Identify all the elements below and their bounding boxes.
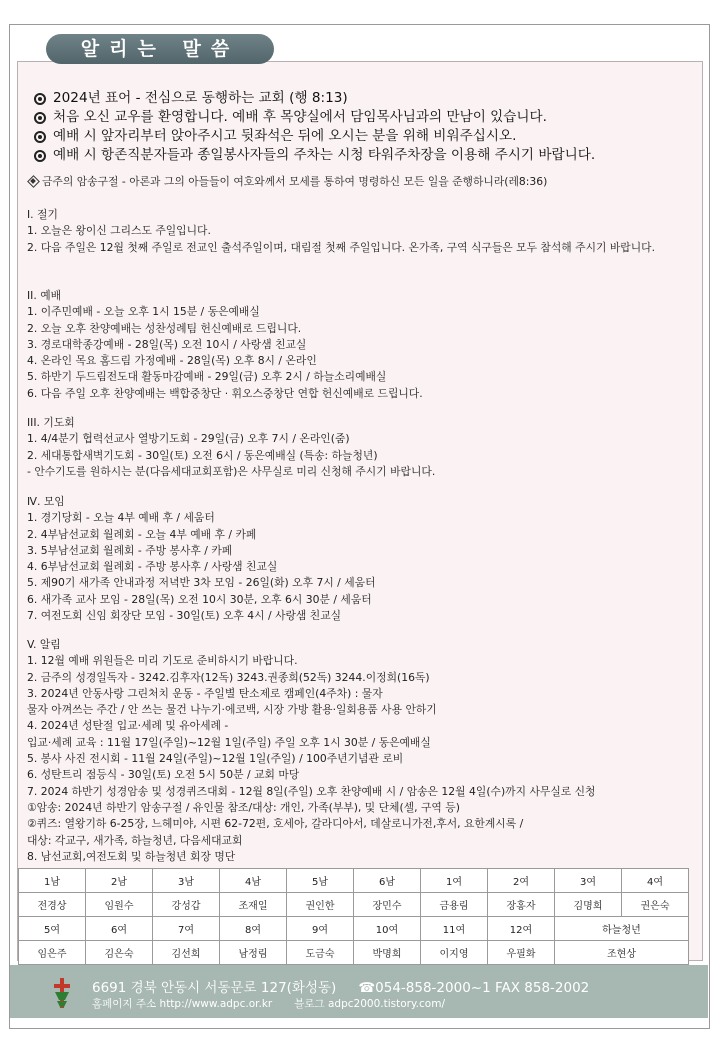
circle-bullet-icon (34, 112, 46, 124)
list-item: 6. 새가족 교사 모임 - 28일(목) 오전 10시 30분, 오후 6시 30분 / 세움터 (27, 592, 372, 606)
leaders-table (18, 868, 689, 965)
table-cell: 임원수 (86, 893, 153, 917)
table-cell: 8여 (220, 917, 287, 941)
table-row (19, 941, 689, 965)
list-item: 4. 2024년 성탄절 입교·세례 및 유아세례 - (27, 719, 229, 733)
list-item: 입교·세례 교육 : 11월 17일(주일)~12월 1일(주일) 주일 오후 1시 30분 / 동은예배실 (27, 735, 431, 749)
list-item: 2. 세대통합새벽기도회 - 30일(토) 오전 6시 / 동은예배실 (특송: 하늘청년) (27, 448, 378, 462)
table-cell: 6여 (86, 917, 153, 941)
memory-verse: 금주의 암송구절 - 아론과 그의 아들들이 여호와께서 모세를 통하여 명령하신 모든 일을 준행하니라(레8:36) (28, 174, 547, 189)
table-cell: 권인한 (287, 893, 354, 917)
list-item: 1. 4/4분기 협력선교사 열방기도회 - 29일(금) 오후 7시 / 온라인(줌) (27, 432, 350, 446)
table-cell: 남정림 (220, 941, 287, 965)
section-heading: III. 기도회 (27, 416, 75, 429)
list-item: 1. 12월 예배 위원들은 미리 기도로 준비하시기 바랍니다. (27, 654, 298, 668)
table-cell: 장홍자 (488, 893, 555, 917)
table-cell: 우필화 (488, 941, 555, 965)
table-cell: 3남 (153, 869, 220, 893)
section-heading: II. 예배 (27, 289, 62, 302)
headline-item: 2024년 표어 - 전심으로 동행하는 교회 (행 8:13) (34, 89, 694, 108)
section-heading: Ⅳ. 모임 (27, 495, 65, 508)
table-cell: 1남 (19, 869, 86, 893)
list-item: 2. 오늘 오후 찬양예배는 성찬성례팀 헌신예배로 드립니다. (27, 321, 302, 335)
table-cell: 1여 (421, 869, 488, 893)
table-cell: 하늘청년 (555, 917, 689, 941)
table-cell: 3여 (555, 869, 622, 893)
list-item: 대상: 각교구, 새가족, 하늘청년, 다음세대교회 (27, 833, 243, 847)
table-cell: 5남 (287, 869, 354, 893)
table-cell: 11여 (421, 917, 488, 941)
list-item: 3. 경로대학종강예배 - 28일(목) 오전 10시 / 사랑샘 친교실 (27, 337, 307, 351)
list-item: 3. 5부남선교회 월례회 - 주방 봉사후 / 카페 (27, 543, 233, 557)
section-notices (27, 637, 595, 865)
list-item: 물자 아껴쓰는 주간 / 안 쓰는 물건 나누기·에코백, 시장 가방 활용·일회용품 사용 안하기 (27, 703, 437, 717)
table-cell: 강성갑 (153, 893, 220, 917)
table-cell: 박명희 (354, 941, 421, 965)
table-cell: 이지영 (421, 941, 488, 965)
list-item: 1. 경기당회 - 오늘 4부 예배 후 / 세움터 (27, 511, 215, 525)
diamond-bullet-icon (28, 176, 38, 186)
table-cell: 김선희 (153, 941, 220, 965)
circle-bullet-icon (34, 150, 46, 162)
list-item: 2. 4부남선교회 월례회 - 오늘 4부 예배 후 / 카페 (27, 527, 257, 541)
list-item: 5. 제90기 새가족 안내과정 저녁반 3차 모임 - 26일(화) 오후 7시 / 세움터 (27, 576, 376, 590)
church-address: 6691 경북 안동시 서동문로 127(화성동) (92, 980, 337, 996)
circle-bullet-icon (34, 131, 46, 143)
footer-address-line (92, 976, 589, 996)
table-cell: 9여 (287, 917, 354, 941)
table-cell: 금용림 (421, 893, 488, 917)
list-item: 2. 금주의 성경일독자 - 3242.김후자(12독) 3243.권종희(52독) 3244.이정희(16독) (27, 670, 430, 684)
table-cell: 2여 (488, 869, 555, 893)
list-item: 1. 오늘은 왕이신 그리스도 주일입니다. (27, 224, 211, 238)
section-prayer (27, 415, 435, 480)
table-cell: 7여 (153, 917, 220, 941)
table-cell: 임은주 (19, 941, 86, 965)
blog-link[interactable]: 블로그 adpc2000.tistory.com/ (294, 998, 445, 1010)
list-item: 6. 성탄트리 점등식 - 30일(토) 오전 5시 50분 / 교회 마당 (27, 768, 300, 782)
table-cell: 12여 (488, 917, 555, 941)
list-item: 2. 다음 주일은 12월 첫째 주일로 전교인 출석주일이며, 대림절 첫째 주일입니다. 온가족, 구역 식구들은 모두 참석해 주시기 바랍니다. (27, 240, 656, 254)
section-seasons (27, 207, 667, 256)
table-cell: 4남 (220, 869, 287, 893)
headline-item: 예배 시 항존직분자들과 종일봉사자들의 주차는 시청 타워주차장을 이용해 주시기 바랍니다. (34, 146, 694, 165)
church-cross-logo-icon (51, 976, 73, 1010)
table-cell: 장민수 (354, 893, 421, 917)
circle-bullet-icon (34, 93, 46, 105)
list-item: 7. 2024 하반기 성경암송 및 성경퀴즈대회 - 12월 8일(주일) 오후 찬양예배 시 / 암송은 12월 4일(수)까지 사무실로 신청 (27, 784, 596, 798)
table-row (19, 869, 689, 893)
list-item: 5. 하반기 두드림전도대 활동마감예배 - 29일(금) 오후 2시 / 하늘소리예배실 (27, 370, 387, 384)
list-item: 5. 봉사 사진 전시회 - 11월 24일(주일)~12월 1일(주일) / 100주년기념관 로비 (27, 752, 404, 766)
list-item: 6. 다음 주일 오후 찬양예배는 백합중창단 · 휘오스중창단 연합 헌신예배로 드립니다. (27, 386, 423, 400)
table-cell: 도금숙 (287, 941, 354, 965)
section-meetings (27, 494, 376, 624)
table-cell: 10여 (354, 917, 421, 941)
headline-item: 처음 오신 교우를 환영합니다. 예배 후 목양실에서 담임목사님과의 만남이 있습니다. (34, 108, 694, 127)
list-item: 1. 이주민예배 - 오늘 오후 1시 15분 / 동은예배실 (27, 305, 260, 319)
headline-list (34, 89, 694, 165)
footer-web-line (92, 996, 445, 1011)
section-worship (27, 288, 423, 402)
homepage-link[interactable]: 홈페이지 주소 http://www.adpc.or.kr (92, 998, 273, 1010)
list-item: - 안수기도를 원하시는 분(다음세대교회포함)은 사무실로 미리 신청해 주시기 바랍니다. (27, 464, 436, 478)
section-heading: V. 알림 (27, 638, 61, 651)
table-cell: 김명희 (555, 893, 622, 917)
table-cell: 조재일 (220, 893, 287, 917)
table-cell: 김은숙 (86, 941, 153, 965)
table-cell: 5여 (19, 917, 86, 941)
table-cell: 4여 (622, 869, 689, 893)
list-item: 3. 2024년 안동사랑 그린처치 운동 - 주일별 탄소제로 캠페인(4주차) : 물자 (27, 686, 383, 700)
headline-item: 예배 시 앞자리부터 앉아주시고 뒷좌석은 뒤에 오시는 분을 위해 비워주십시오. (34, 127, 694, 146)
page-title: 알리는 말씀 (46, 34, 274, 64)
list-item: 7. 여전도회 신임 회장단 모임 - 30일(토) 오후 4시 / 사랑샘 친교실 (27, 609, 342, 623)
list-item: ①암송: 2024년 하반기 암송구절 / 유인물 참조/대상: 개인, 가족(부부), 및 단체(셀, 구역 등) (27, 800, 460, 814)
list-item: 8. 남선교회,여전도회 및 하늘청년 회장 명단 (27, 849, 236, 863)
list-item: 4. 6부남선교회 월례회 - 주방 봉사후 / 사랑샘 친교실 (27, 560, 278, 574)
table-cell: 6남 (354, 869, 421, 893)
list-item: ②퀴즈: 열왕기하 6-25장, 느헤미야, 시편 62-72편, 호세아, 갈라디아서, 데살로니가전,후서, 요한계시록 / (27, 817, 524, 831)
list-item: 4. 온라인 목요 홈드림 가정예배 - 28일(목) 오후 8시 / 온라인 (27, 354, 317, 368)
section-heading: I. 절기 (27, 208, 58, 221)
table-cell: 전경상 (19, 893, 86, 917)
table-row (19, 893, 689, 917)
table-cell: 권은숙 (622, 893, 689, 917)
table-row (19, 917, 689, 941)
table-cell: 2남 (86, 869, 153, 893)
table-cell: 조현상 (555, 941, 689, 965)
church-phone: ☎054-858-2000~1 FAX 858-2002 (358, 980, 590, 996)
